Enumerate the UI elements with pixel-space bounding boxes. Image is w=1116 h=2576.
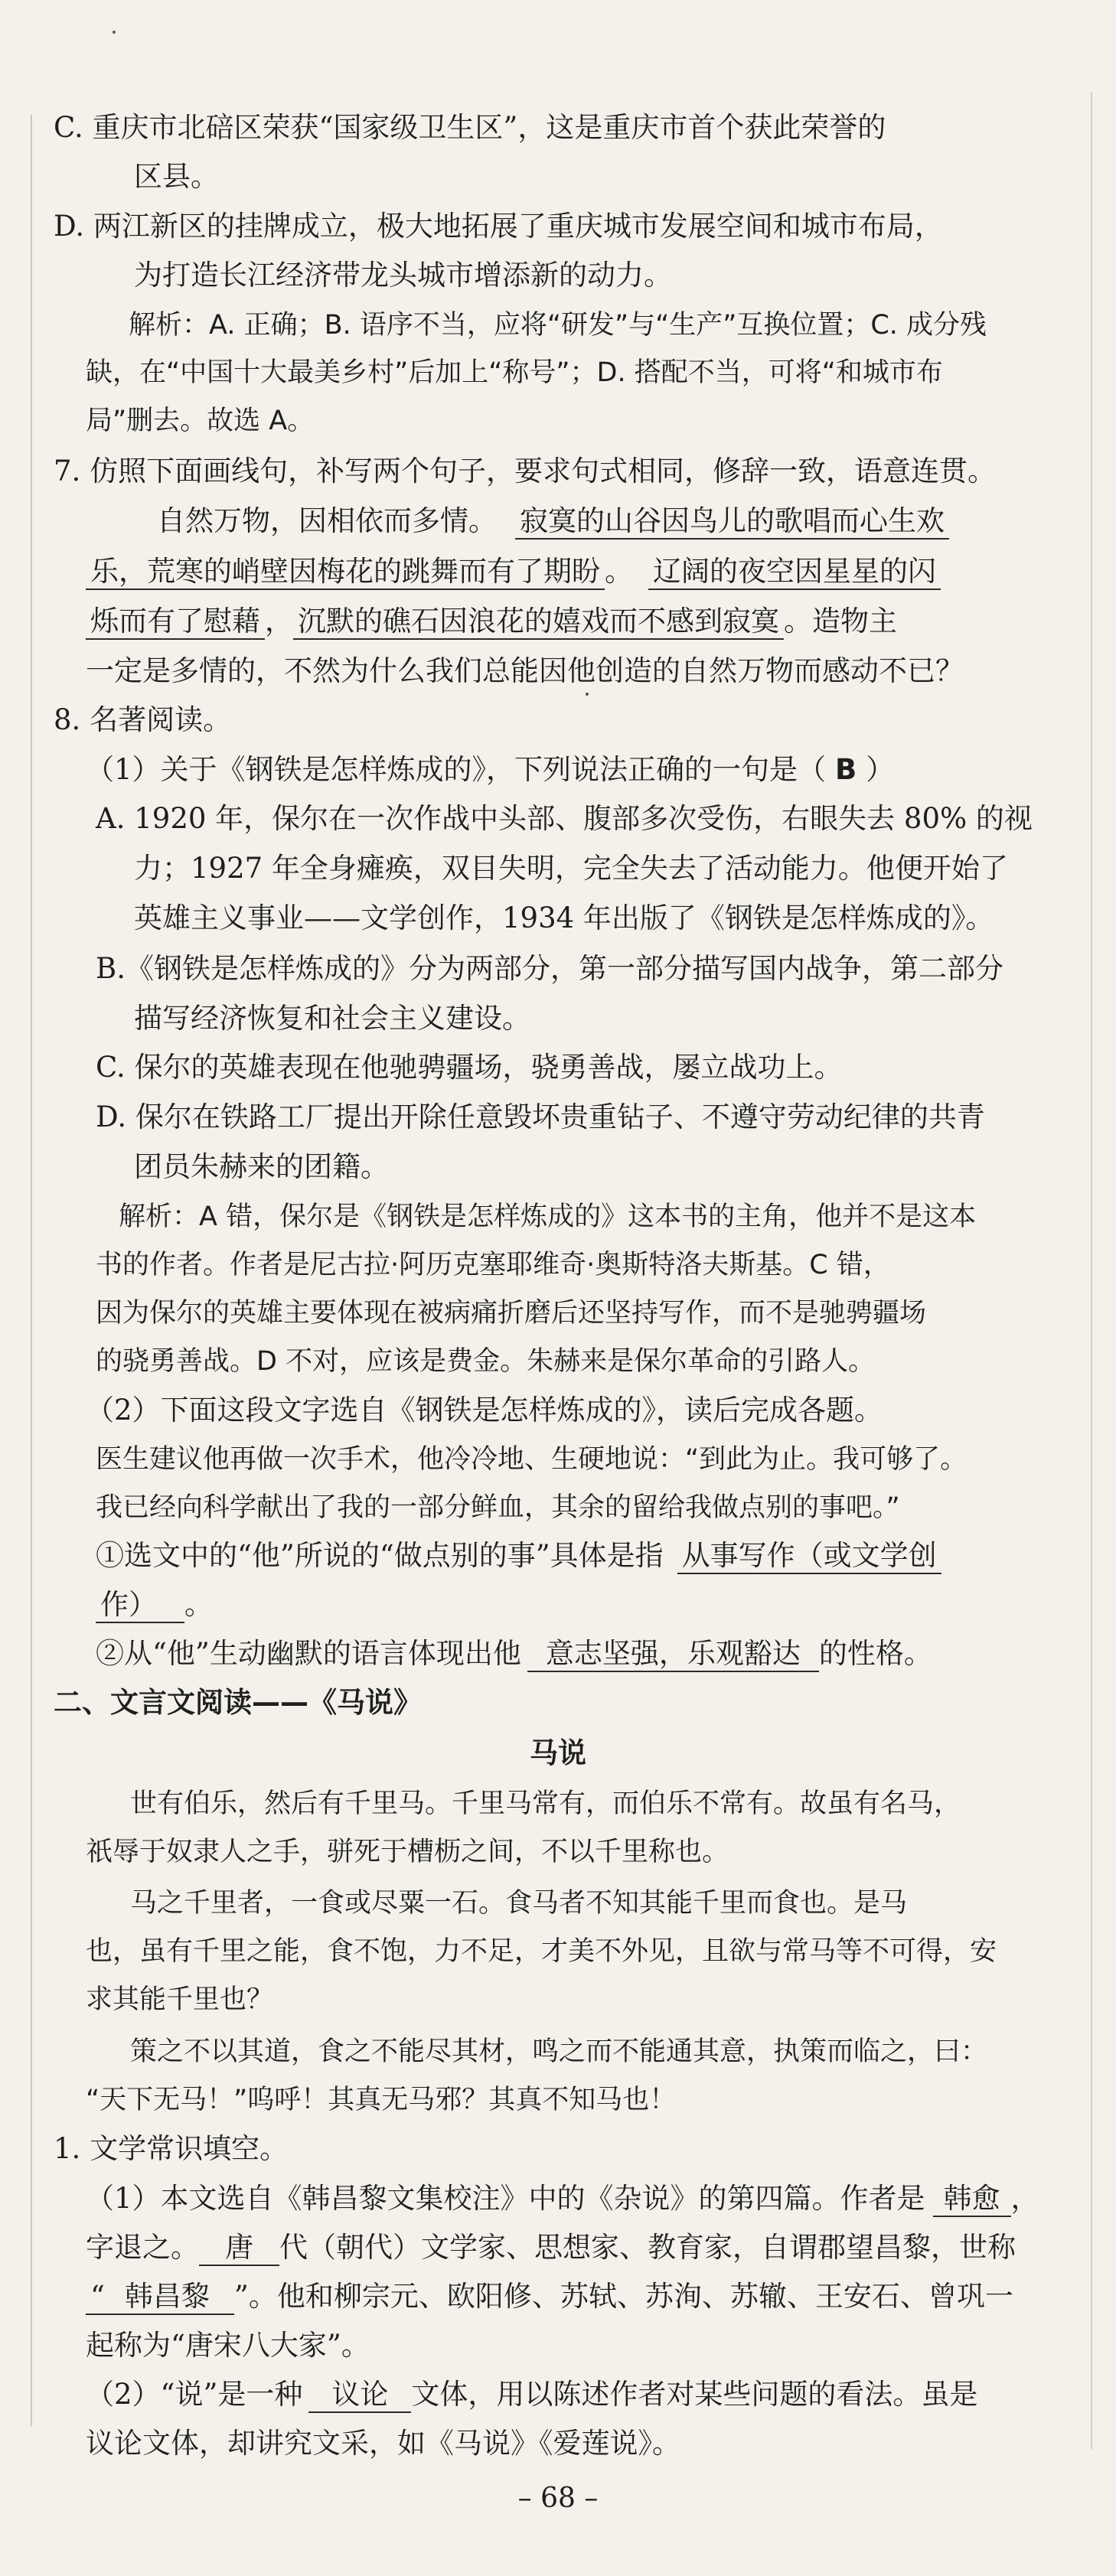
q8-part-2 xyxy=(86,1391,883,1430)
answer-blank: 从事写作（或文学创 xyxy=(677,1539,941,1574)
text-line: 世有伯乐，然后有千里马。千里马常有，而伯乐不常有。故虽有名马， xyxy=(130,1789,961,1819)
left-margin-rule xyxy=(31,115,32,2426)
option-8a xyxy=(96,800,1033,838)
section-heading xyxy=(54,1684,422,1722)
ink-speck xyxy=(113,31,116,34)
answer-blank: 乐，荒寒的峭壁因梅花的跳舞而有了期盼 xyxy=(86,555,605,590)
text-line: 求其能千里也？ xyxy=(86,1984,274,2015)
explanation-6 xyxy=(129,306,987,344)
text-line: C. 重庆市北碚区荣获“国家级卫生区”，这是重庆市首个获此荣誉的 xyxy=(54,111,886,144)
text-line: 7. 仿照下面画线句，补写两个句子，要求句式相同，修辞一致，语意连贯。 xyxy=(54,455,997,487)
text-line: 1. 文学常识填空。 xyxy=(54,2132,289,2165)
text-line: 的骁勇善战。D 不对，应该是费金。朱赫来是保尔革命的引路人。 xyxy=(96,1346,876,1377)
text-line: 医生建议他再做一次手术，他冷冷地、生硬地说：“到此为止。我可够了。 xyxy=(96,1444,968,1475)
option-8c xyxy=(96,1048,843,1087)
q1-part-2-cont xyxy=(86,2424,680,2463)
question-8 xyxy=(54,701,231,739)
q8-sub-1 xyxy=(96,1537,941,1575)
q7-line-2 xyxy=(86,553,941,591)
text-line: 起称为“唐宋八大家”。 xyxy=(86,2329,370,2362)
answer-blank: 沉默的礁石因浪花的嬉戏而不感到寂寞 xyxy=(293,605,784,640)
answer-blank: 意志坚强，乐观豁达 xyxy=(527,1637,819,1672)
text-line: 也，虽有千里之能，食不饱，力不足，才美不外见，且欲与常马等不可得，安 xyxy=(86,1936,997,1967)
text-line: 一定是多情的，不然为什么我们总能因他创造的自然万物而感动不已？ xyxy=(86,654,964,687)
explanation-8 xyxy=(119,1198,976,1236)
text-line: ） xyxy=(866,753,895,786)
answer-blank: 寂寞的山谷因鸟儿的歌唱而心生欢 xyxy=(515,504,949,540)
novel-excerpt xyxy=(96,1440,967,1479)
explanation-8-cont xyxy=(96,1342,875,1381)
text-line: 8. 名著阅读。 xyxy=(54,703,232,736)
text-line: （2）下面这段文字选自《钢铁是怎样炼成的》，读后完成各题。 xyxy=(86,1394,883,1427)
answer-blank: 辽阔的夜空因星星的闪 xyxy=(648,555,941,590)
text-line: 解析：A. 正确；B. 语序不当，应将“研发”与“生产”互换位置；C. 成分残 xyxy=(129,310,987,341)
option-6d xyxy=(54,207,943,246)
text-line: 自然万物，因相依而多情。 xyxy=(157,504,497,537)
text-line: 字退之。 xyxy=(86,2231,199,2264)
option-8b-cont xyxy=(134,999,530,1038)
answer-blank: 议论 xyxy=(308,2378,411,2413)
text-line: 英雄主义事业——文学创作，1934 年出版了《钢铁是怎样炼成的》。 xyxy=(134,902,994,934)
text-line: 。造物主 xyxy=(784,605,897,637)
ink-speck xyxy=(586,693,589,696)
q8-sub-1-cont xyxy=(96,1586,213,1624)
text-line: 代（朝代）文学家、思想家、教育家，自谓郡望昌黎，世称 xyxy=(279,2231,1016,2264)
text-line: D. 保尔在铁路工厂提出开除任意毁坏贵重钻子、不遵守劳动纪律的共青 xyxy=(96,1101,985,1133)
text-line: 局”删去。故选 A。 xyxy=(86,406,315,436)
text-line: 二、文言文阅读——《马说》 xyxy=(54,1686,422,1719)
passage-para-3-cont xyxy=(86,2081,676,2119)
option-6c xyxy=(54,109,886,147)
text-line: A. 1920 年，保尔在一次作战中头部、腹部多次受伤，右眼失去 80% 的视 xyxy=(96,802,1033,835)
page-number: – 68 – xyxy=(517,2483,599,2514)
text-line: 策之不以其道，食之不能尽其材，鸣之而不能通其意，执策而临之，曰： xyxy=(130,2036,988,2067)
explanation-6-cont xyxy=(86,354,943,392)
q7-line-3 xyxy=(86,602,897,641)
q8-part-1 xyxy=(86,751,894,789)
answer-blank: 烁而有了慰藉 xyxy=(86,605,265,640)
text-line: 力；1927 年全身瘫痪，双目失明，完全失去了活动能力。他便开始了 xyxy=(134,852,1008,885)
text-line: 马说 xyxy=(530,1736,586,1769)
text-line: 的性格。 xyxy=(818,1637,932,1670)
option-6c-cont xyxy=(134,158,219,196)
text-line: 文体，用以陈述作者对某些问题的看法。虽是 xyxy=(411,2378,978,2411)
explanation-8-cont xyxy=(96,1294,926,1332)
text-line: 我已经向科学献出了我的一部分鲜血，其余的留给我做点别的事吧。” xyxy=(96,1492,900,1523)
answer-blank: 作） xyxy=(96,1588,184,1623)
answer-blank xyxy=(86,2280,234,2315)
explanation-6-cont xyxy=(86,402,314,440)
passage-para-2-cont xyxy=(86,1932,997,1971)
text-line: 为打造长江经济带龙头城市增添新的动力。 xyxy=(134,259,672,292)
option-8a-cont xyxy=(134,899,994,937)
passage-para-1 xyxy=(130,1785,961,1823)
text-line: 。 xyxy=(184,1588,213,1621)
passage-para-1-cont xyxy=(86,1833,729,1871)
text-line: “ xyxy=(90,2280,105,2313)
q1-part-1-cont xyxy=(86,2327,370,2365)
q1-part-2 xyxy=(86,2375,977,2414)
text-line: ”。他和柳宗元、欧阳修、苏轼、苏洵、苏辙、王安石、曾巩一 xyxy=(233,2280,1013,2313)
q1-part-1 xyxy=(86,2180,1039,2218)
text-line: ， xyxy=(265,605,293,637)
passage-para-2-cont xyxy=(86,1981,273,2019)
passage-para-2 xyxy=(130,1884,907,1922)
text-line: C. 保尔的英雄表现在他驰骋疆场，骁勇善战，屡立战功上。 xyxy=(96,1051,843,1084)
passage-title xyxy=(0,1734,1116,1772)
text-line: 描写经济恢复和社会主义建设。 xyxy=(134,1002,530,1035)
q1-part-1-cont xyxy=(86,2278,1013,2316)
passage-para-3 xyxy=(130,2033,987,2071)
text-line: 团员朱赫来的团籍。 xyxy=(134,1150,389,1183)
q1-part-1-cont xyxy=(86,2229,1016,2267)
text-line: ②从“他”生动幽默的语言体现出他 xyxy=(96,1637,521,1670)
text-line: 。 xyxy=(605,555,633,588)
option-6d-cont xyxy=(134,256,672,295)
text-line: ①选文中的“他”所说的“做点别的事”具体是指 xyxy=(96,1539,664,1572)
text-line: （1）本文选自《韩昌黎文集校注》中的《杂说》的第四篇。作者是 xyxy=(86,2182,925,2215)
answer-blank: 唐 xyxy=(199,2231,279,2266)
right-margin-rule xyxy=(1091,92,1092,2449)
option-8b xyxy=(96,950,1003,988)
answer-text: 韩昌黎 xyxy=(124,2280,210,2313)
q8-sub-2 xyxy=(96,1635,932,1673)
text-line: （1）关于《钢铁是怎样炼成的》，下列说法正确的一句是（ xyxy=(86,753,827,786)
question-7 xyxy=(54,452,996,491)
novel-excerpt-cont xyxy=(96,1489,900,1527)
q7-line-4 xyxy=(86,652,964,690)
text-line: 缺，在“中国十大最美乡村”后加上“称号”；D. 搭配不当，可将“和城市布 xyxy=(86,357,943,388)
text-line: （2）“说”是一种 xyxy=(86,2378,303,2411)
answer-blank: 韩愈 xyxy=(933,2182,1011,2217)
text-line: 解析：A 错，保尔是《钢铁是怎样炼成的》这本书的主角，他并不是这本 xyxy=(119,1202,977,1232)
text-line: 书的作者。作者是尼古拉·阿历克塞耶维奇·奥斯特洛夫斯基。C 错， xyxy=(96,1250,890,1280)
text-line: 祇辱于奴隶人之手，骈死于槽枥之间，不以千里称也。 xyxy=(86,1837,729,1867)
answer-choice: B xyxy=(835,753,857,786)
text-line: 议论文体，却讲究文采，如《马说》《爱莲说》。 xyxy=(86,2427,680,2460)
option-8d-cont xyxy=(134,1148,389,1186)
text-line: 区县。 xyxy=(134,160,219,193)
question-1 xyxy=(54,2130,288,2168)
option-8d xyxy=(96,1098,985,1136)
q7-line-1 xyxy=(157,502,949,540)
text-line: “天下无马！”呜呼！其真无马邪？其真不知马也！ xyxy=(86,2085,677,2115)
text-line: D. 两江新区的挂牌成立，极大地拓展了重庆城市发展空间和城市布局， xyxy=(54,210,943,243)
text-line: 马之千里者，一食或尽粟一石。食马者不知其能千里而食也。是马 xyxy=(130,1888,908,1919)
explanation-8-cont xyxy=(96,1246,890,1284)
text-line: ， xyxy=(1010,2182,1039,2215)
text-line: 因为保尔的英雄主要体现在被病痛折磨后还坚持写作，而不是驰骋疆场 xyxy=(96,1298,927,1329)
option-8a-cont xyxy=(134,849,1008,888)
text-line: B.《钢铁是怎样炼成的》分为两部分，第一部分描写国内战争，第二部分 xyxy=(96,952,1003,985)
